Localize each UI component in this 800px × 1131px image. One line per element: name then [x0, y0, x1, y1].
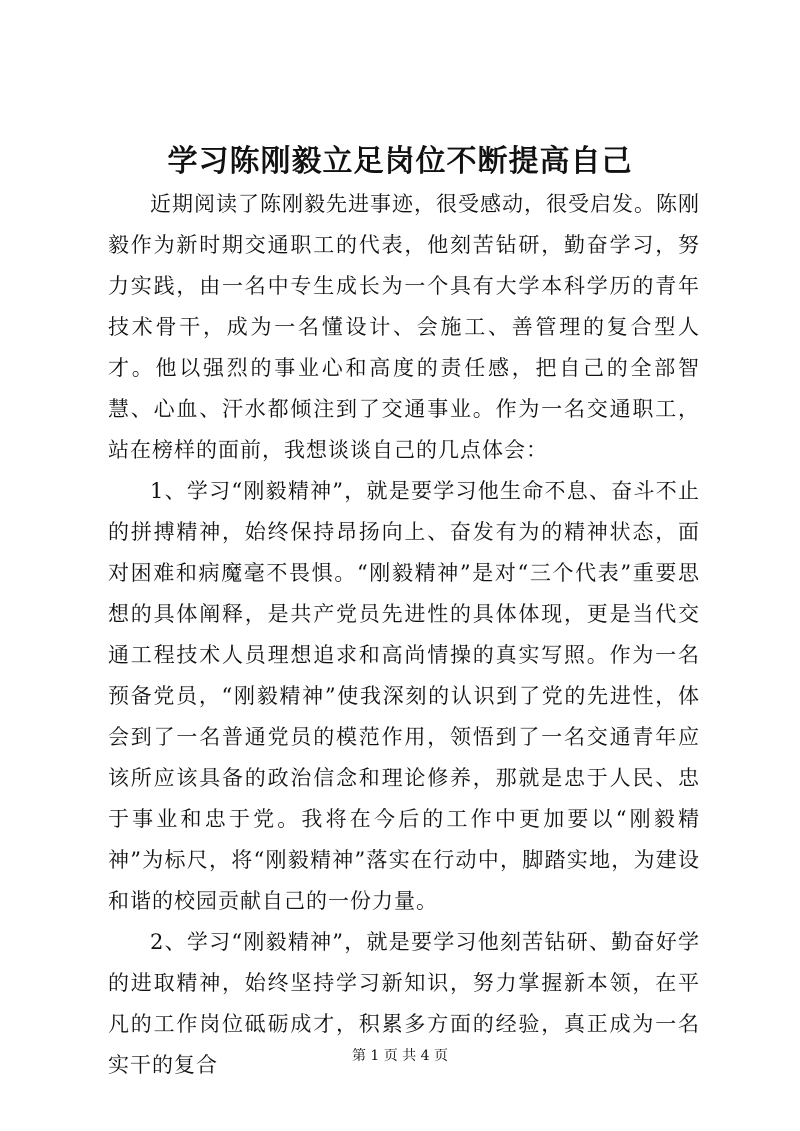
- page-footer: 第 1 页 共 4 页: [351, 1048, 449, 1064]
- paragraph-point-1: 1、学习“刚毅精神”，就是要学习他生命不息、奋斗不止的拼搏精神，始终保持昂扬向上、奋发有为的精神状态，面对困难和病魔毫不畏惧。“刚毅精神”是对“三个代表”重要思想的具体阐释，是共产党员先进性的具体体现，更是当代交通工程技术人员理想追求和高尚情操的真实写照。作为一名预备党员，“刚毅精神”使我深刻的认识到了党的先进性，体会到了一名普通党员的模范作用，领悟到了一名交通青年应该所应该具备的政治信念和理论修养，那就是忠于人民、忠于事业和忠于党。我将在今后的工作中更加要以“刚毅精神”为标尺，将“刚毅精神”落实在行动中，脚踏实地，为建设和谐的校园贡献自己的一份力量。: [108, 479, 700, 913]
- paragraph-point-2: 2、学习“刚毅精神”，就是要学习他刻苦钻研、勤奋好学的进取精神，始终坚持学习新知识，努力掌握新本领，在平凡的工作岗位砥砺成才，积累多方面的经验，真正成为一名实干的复合: [108, 930, 700, 1077]
- document-title: 学习陈刚毅立足岗位不断提高自己: [167, 144, 633, 179]
- paragraph-intro: 近期阅读了陈刚毅先进事迹，很受感动，很受启发。陈刚毅作为新时期交通职工的代表，他刻苦钻研，勤奋学习，努力实践，由一名中专生成长为一个具有大学本科学历的青年技术骨干，成为一名懂设计、会施工、善管理的复合型人才。他以强烈的事业心和高度的责任感，把自己的全部智慧、心血、汗水都倾注到了交通事业。作为一名交通职工，站在榜样的面前，我想谈谈自己的几点体会：: [108, 192, 700, 462]
- document-body: [108, 184, 700, 1086]
